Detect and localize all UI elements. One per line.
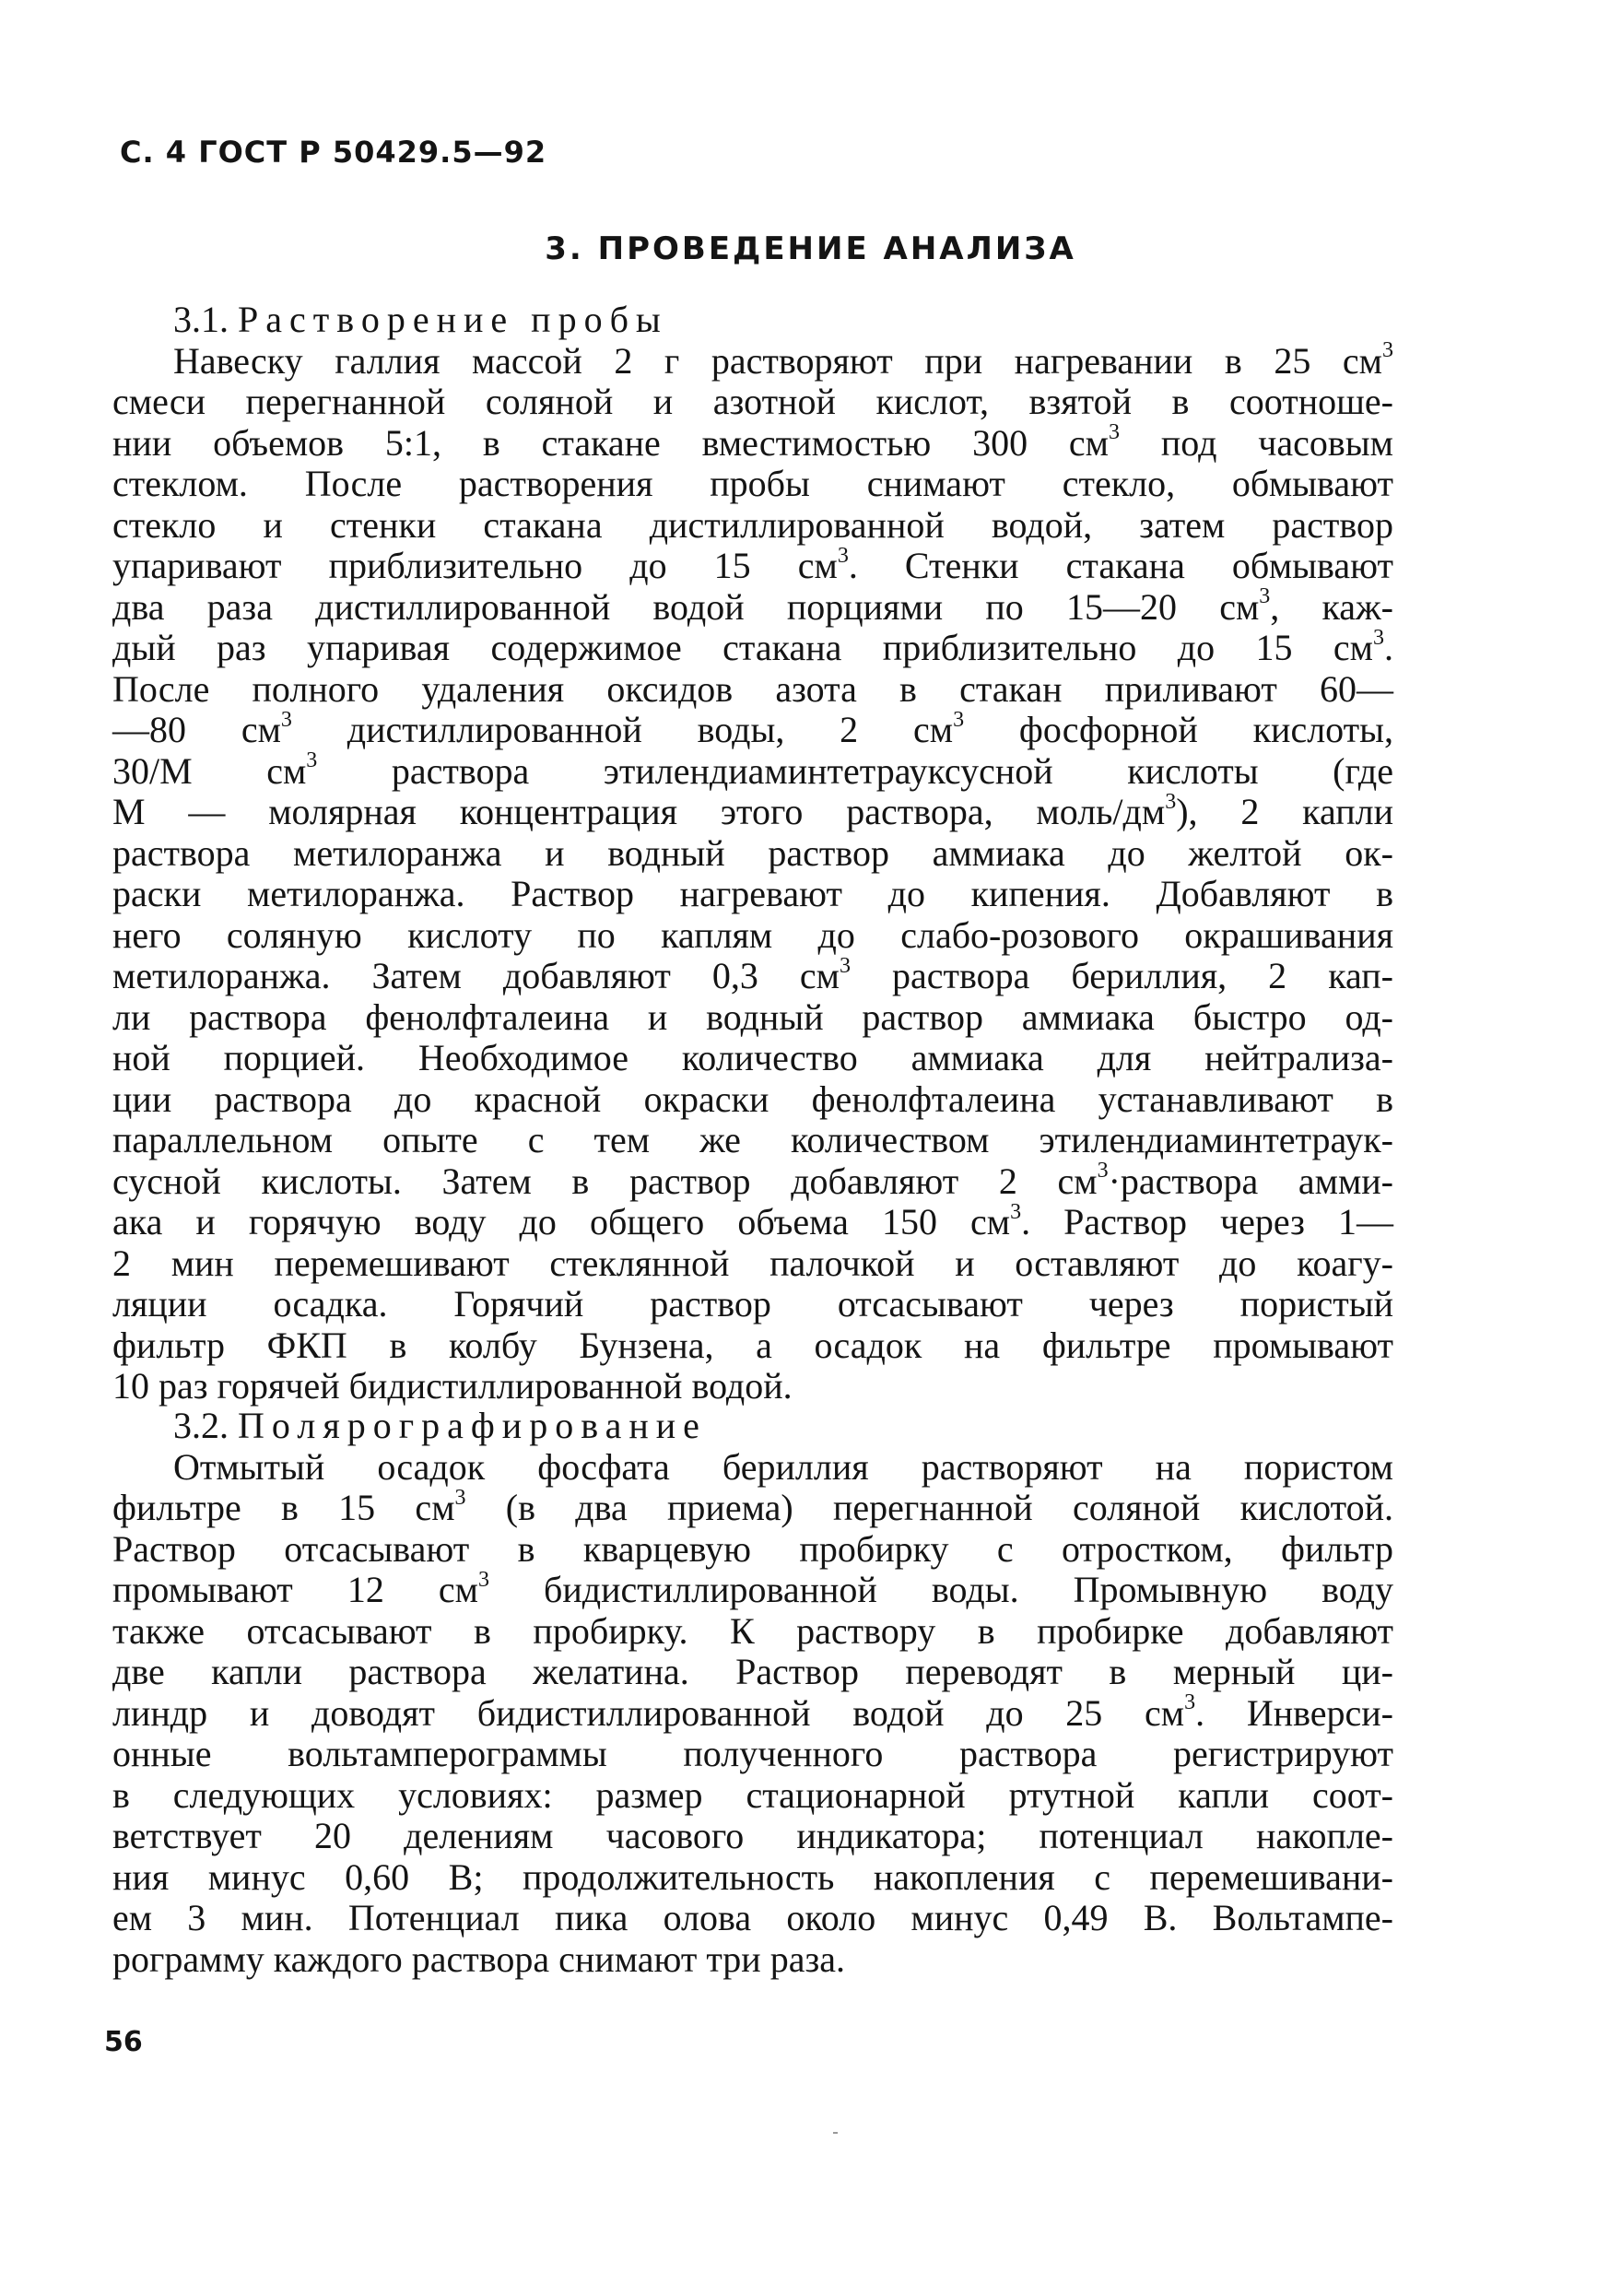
page-number: 56 <box>104 2026 143 2058</box>
text-line: ния минус 0,60 В; продолжительность накопления с перемешивани- <box>112 1855 1393 1898</box>
running-head: С. 4 ГОСТ Р 50429.5—92 <box>120 135 547 170</box>
text-line: линдр и доводят бидистиллированной водой до 25 $см^3$. Инверси- <box>112 1690 1393 1734</box>
text-line: 30/М $см^3$ раствора этилендиаминтетрауксусной кислоты (где <box>112 748 1394 792</box>
subsection-title: Растворение пробы <box>238 299 668 340</box>
text-line: 10 раз горячей бидистиллированной водой. <box>112 1365 793 1407</box>
text-line: две капли раствора желатина. Раствор переводят в мерный ци- <box>112 1651 1393 1692</box>
text-line: ции раствора до красной окраски фенолфталеина устанавливают в <box>112 1077 1393 1120</box>
text-line: фильтр ФКП в колбу Бунзена, а осадок на фильтре промывают <box>112 1324 1393 1366</box>
text-line: —80 $см^3$ дистиллированной воды, 2 $см^3$ фосфорной кислоты, <box>112 707 1393 750</box>
text-line: ли раствора фенолфталеина и водный раствор аммиака быстро од- <box>112 995 1393 1038</box>
text-line: два раза дистиллированной водой порциями по 15—20 $см^3$, каж- <box>112 584 1394 628</box>
text-line: него соляную кислоту по каплям до слабо-розового окрашивания <box>112 913 1393 956</box>
subsection-number: 3.2. <box>173 1405 229 1446</box>
text-line: ветствует 20 делениям часового индикатора; потенциал накопле- <box>112 1815 1393 1856</box>
paragraph <box>112 338 1394 1407</box>
text-line: ляции осадка. Горячий раствор отсасывают через пористый <box>112 1283 1393 1325</box>
text-line: стекло и стенки стакана дистиллированной водой, затем раствор <box>112 503 1393 546</box>
text-line: М — молярная концентрация этого раствора, моль/$дм^3$), 2 капли <box>112 789 1393 832</box>
subsection-3-1 <box>112 300 1393 1407</box>
text-line: ем 3 мин. Потенциал пика олова около минус 0,49 В. Вольтампе- <box>112 1897 1393 1938</box>
paragraph <box>112 1447 1393 1981</box>
text-line: ной порцией. Необходимое количество аммиака для нейтрализа- <box>112 1037 1393 1078</box>
text-line: онные вольтамперограммы полученного раствора регистрируют <box>112 1733 1393 1774</box>
subsection-3-2 <box>112 1406 1393 1980</box>
text-line: смеси перегнанной соляной и азотной кислот, взятой в соотноше- <box>112 381 1393 422</box>
text-line: раствора метилоранжа и водный раствор аммиака до желтой ок- <box>112 831 1393 874</box>
text-line: сусной кислоты. Затем в раствор добавляют 2 $см^3\cdot раствора$ амми- <box>112 1159 1394 1202</box>
text-line: в следующих условиях: размер стационарной ртутной капли соот- <box>112 1773 1393 1816</box>
text-line: метилоранжа. Затем добавляют 0,3 $см^3$ раствора бериллия, 2 кап- <box>112 953 1393 996</box>
text-line: ака и горячую воду до общего объема 150 $см^3$. Раствор через 1— <box>112 1199 1394 1242</box>
subsection-heading <box>112 300 1393 341</box>
text-line: дый раз упаривая содержимое стакана приблизительно до 15 $см^3$. <box>112 625 1393 668</box>
text-line: фильтре в 15 $см^3$ (в два приема) перегнанной соляной кислотой. <box>112 1485 1393 1528</box>
text-line: упаривают приблизительно до 15 $см^3$. Стенки стакана обмывают <box>112 543 1393 586</box>
text-line: Навеску галлия массой 2 г растворяют при нагревании в 25 $см^3$ <box>173 338 1393 382</box>
subsection-title: Полярографирование <box>238 1405 707 1446</box>
text-line: раски метилоранжа. Раствор нагревают до кипения. Добавляют в <box>112 873 1393 914</box>
text-line: 2 мин перемешивают стеклянной палочкой и оставляют до коагу- <box>112 1242 1393 1284</box>
text-line: стеклом. После растворения пробы снимают стекло, обмывают <box>112 463 1393 504</box>
text-line: Отмытый осадок фосфата бериллия растворяют на пористом <box>173 1445 1393 1488</box>
text-line: рограмму каждого раствора снимают три раза. <box>112 1937 845 1980</box>
subsection-number: 3.1. <box>173 299 229 340</box>
scan-speck <box>833 2132 838 2134</box>
subsection-heading <box>112 1406 1393 1447</box>
text-line: промывают 12 $см^3$ бидистиллированной воды. Промывную воду <box>112 1567 1393 1610</box>
text-line: После полного удаления оксидов азота в стакан приливают 60— <box>112 667 1393 710</box>
text-line: также отсасывают в пробирку. К раствору в пробирке добавляют <box>112 1609 1393 1652</box>
text-line: параллельном опыте с тем же количеством этилендиаминтетраук- <box>112 1119 1393 1160</box>
section-title: 3. ПРОВЕДЕНИЕ АНАЛИЗА <box>545 230 1076 267</box>
text-line: нии объемов 5:1, в стакане вместимостью 300 $см^3$ под часовым <box>112 420 1393 464</box>
text-line: Раствор отсасывают в кварцевую пробирку с отростком, фильтр <box>112 1527 1393 1570</box>
